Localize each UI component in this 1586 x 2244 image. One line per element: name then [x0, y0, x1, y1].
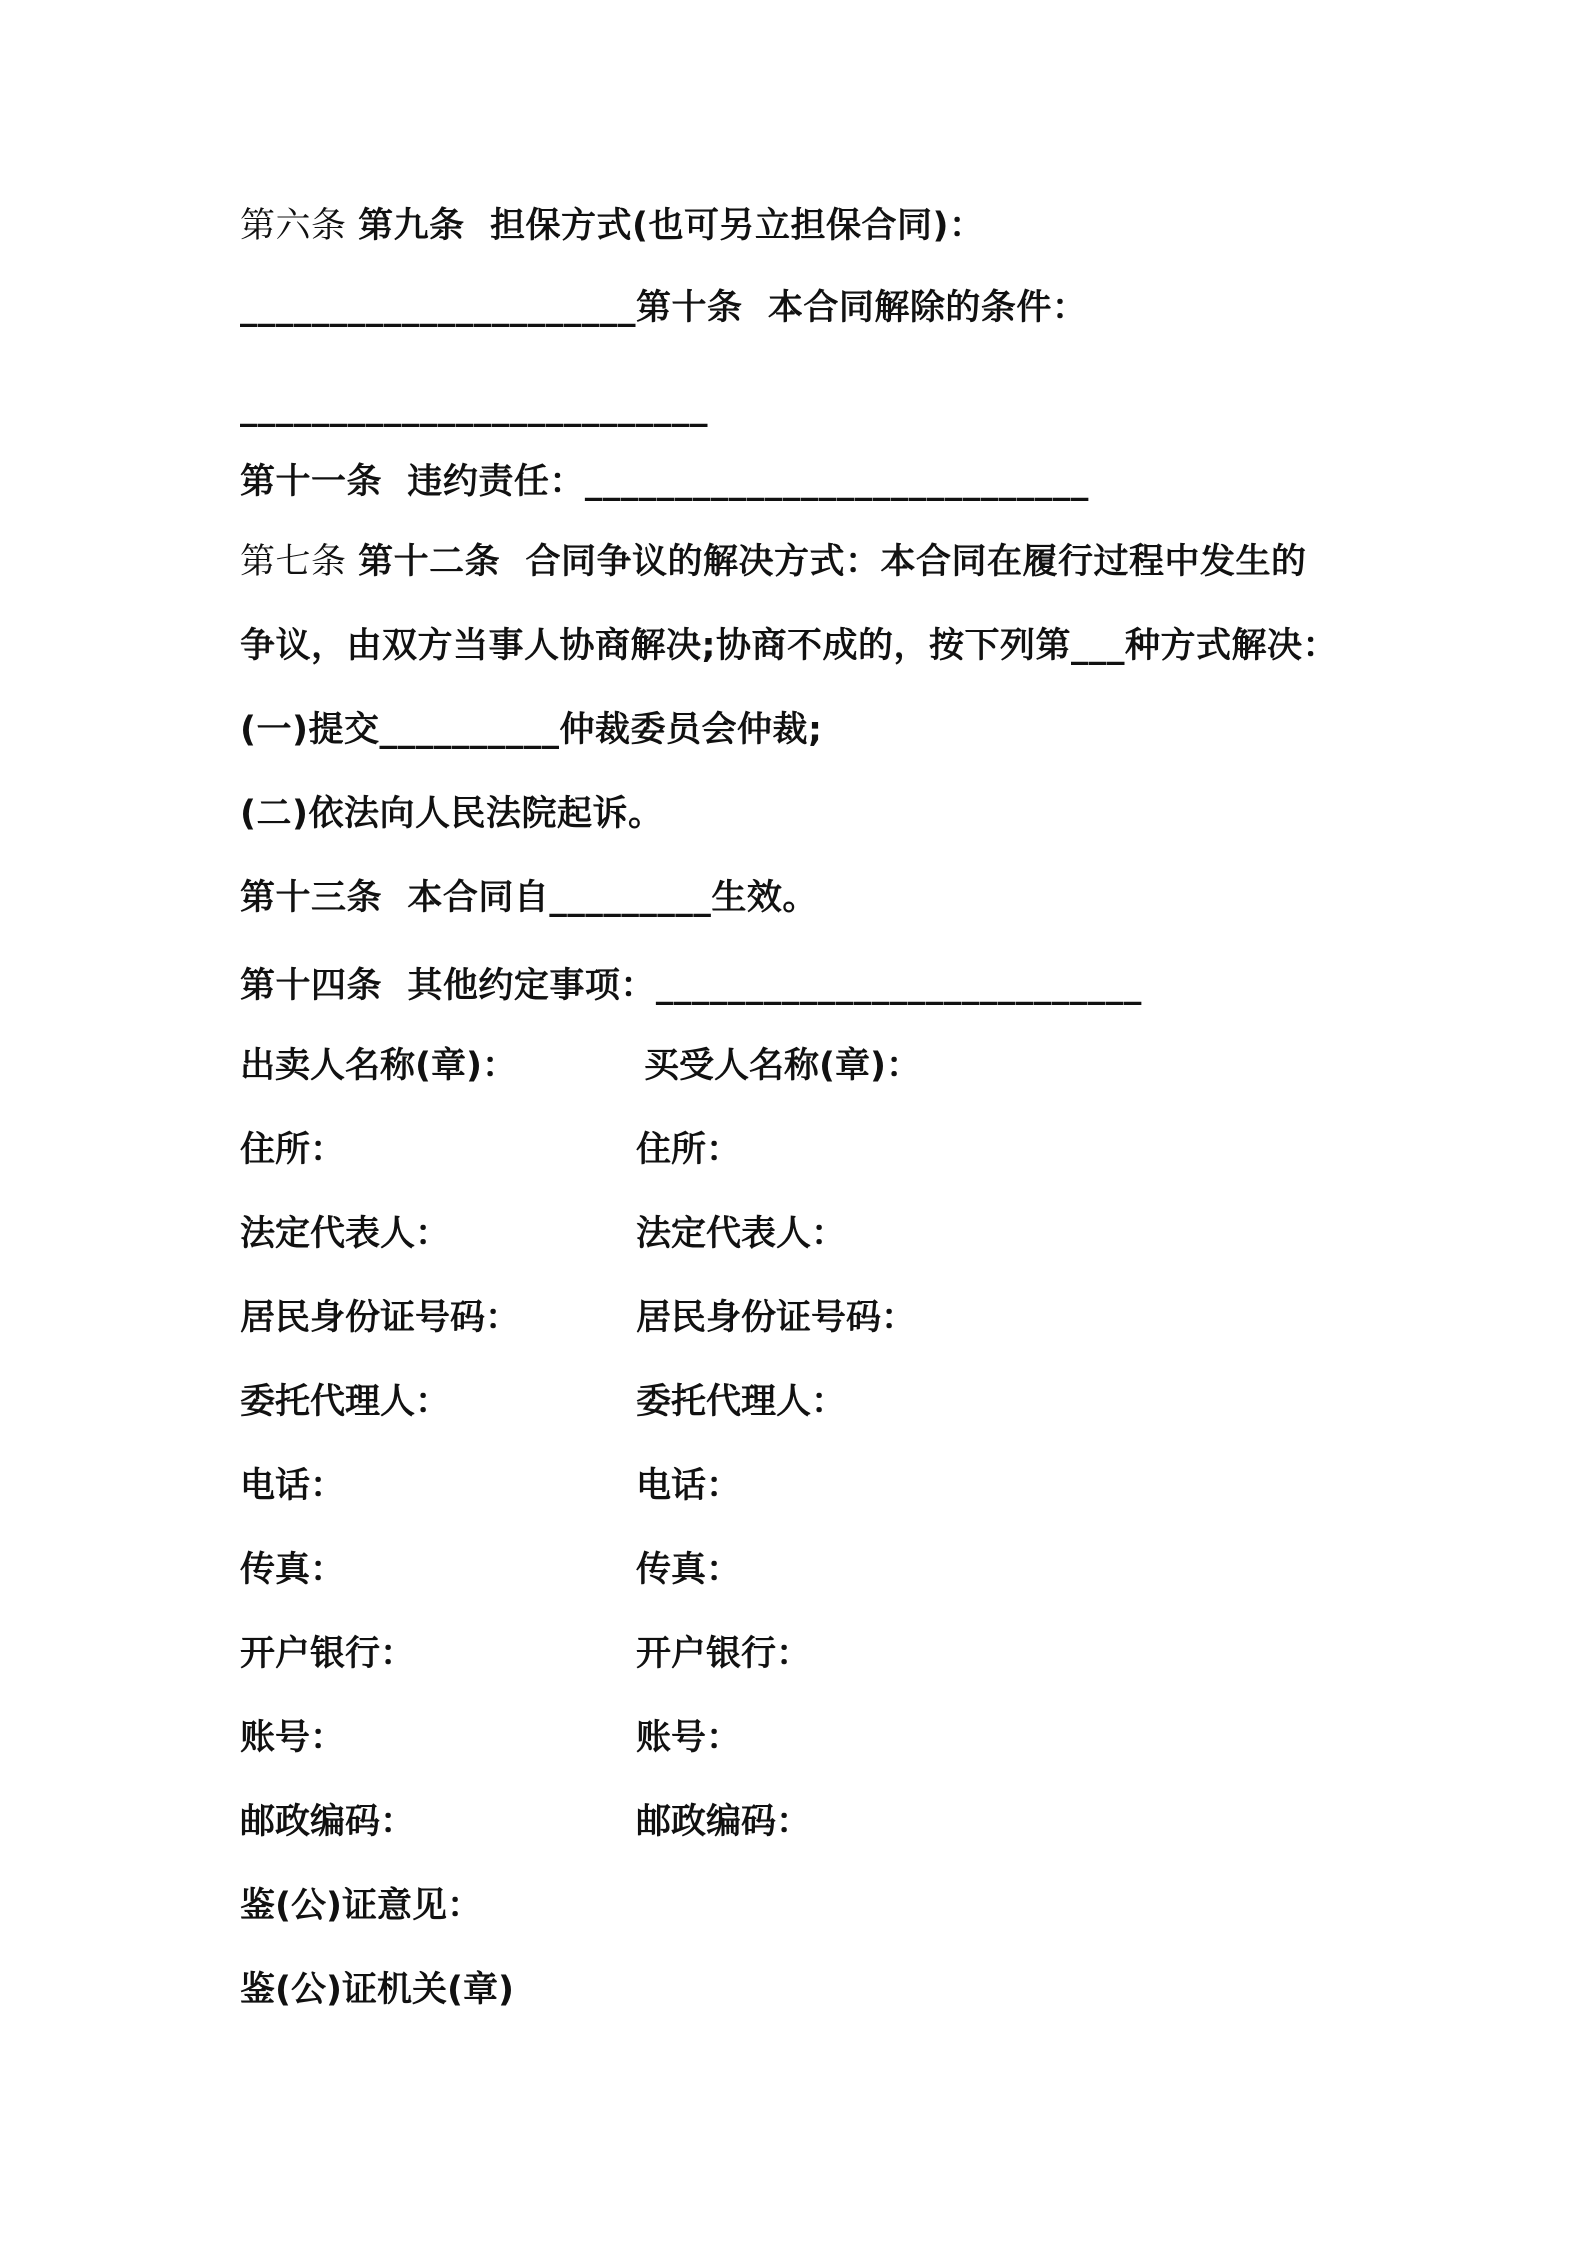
seller-postcode-label: 邮政编码： [240, 1802, 416, 1842]
buyer-account-label: 账号： [636, 1718, 742, 1758]
clause-12-text: 第十二条 合同争议的解决方式：本合同在履行过程中发生的 [358, 542, 1307, 582]
seller-bank-label: 开户银行： [240, 1634, 416, 1674]
clause-guarantee [240, 202, 985, 250]
notary-office-label: 鉴(公)证机关(章) [240, 1970, 514, 2010]
buyer-bank-label: 开户银行： [636, 1634, 812, 1674]
buyer-fax-label: 传真： [636, 1550, 742, 1590]
clause-prefix-6: 第六条 [240, 206, 359, 246]
buyer-postcode-label: 邮政编码： [636, 1802, 812, 1842]
seller-fax-label: 传真： [240, 1550, 346, 1590]
buyer-address-label: 住所： [636, 1130, 742, 1170]
blank-line-termination: __________________________ [240, 388, 708, 428]
seller-agent-label: 委托代理人： [240, 1382, 451, 1422]
option-arbitration: (一)提交__________仲裁委员会仲裁; [240, 710, 823, 750]
seller-phone-label: 电话： [240, 1466, 346, 1506]
buyer-id-label: 居民身份证号码： [636, 1298, 917, 1338]
clause-9-text: 第九条 担保方式(也可另立担保合同)： [358, 206, 985, 246]
clause-10-text: 第十条 本合同解除的条件： [636, 288, 1088, 328]
clause-12-continued: 争议，由双方当事人协商解决;协商不成的，按下列第___种方式解决： [240, 626, 1338, 666]
clause-dispute [240, 538, 1307, 586]
clause-prefix-7: 第七条 [240, 542, 359, 582]
seller-account-label: 账号： [240, 1718, 346, 1758]
notary-opinion-label: 鉴(公)证意见： [240, 1886, 482, 1926]
seller-legal-rep-label: 法定代表人： [240, 1214, 451, 1254]
option-court: (二)依法向人民法院起诉。 [240, 794, 664, 834]
seller-address-label: 住所： [240, 1130, 346, 1170]
seller-id-label: 居民身份证号码： [240, 1298, 521, 1338]
clause-termination [240, 284, 1087, 332]
clause-14-other: 第十四条 其他约定事项：___________________________ [240, 966, 1142, 1006]
buyer-phone-label: 电话： [636, 1466, 742, 1506]
buyer-agent-label: 委托代理人： [636, 1382, 847, 1422]
buyer-name-label: 买受人名称(章)： [644, 1046, 921, 1086]
buyer-legal-rep-label: 法定代表人： [636, 1214, 847, 1254]
clause-13-effective: 第十三条 本合同自_________生效。 [240, 878, 818, 918]
clause-11-liability: 第十一条 违约责任：____________________________ [240, 462, 1089, 502]
seller-name-label: 出卖人名称(章)： [240, 1046, 517, 1086]
blank-line-guarantee: ______________________ [240, 288, 636, 328]
